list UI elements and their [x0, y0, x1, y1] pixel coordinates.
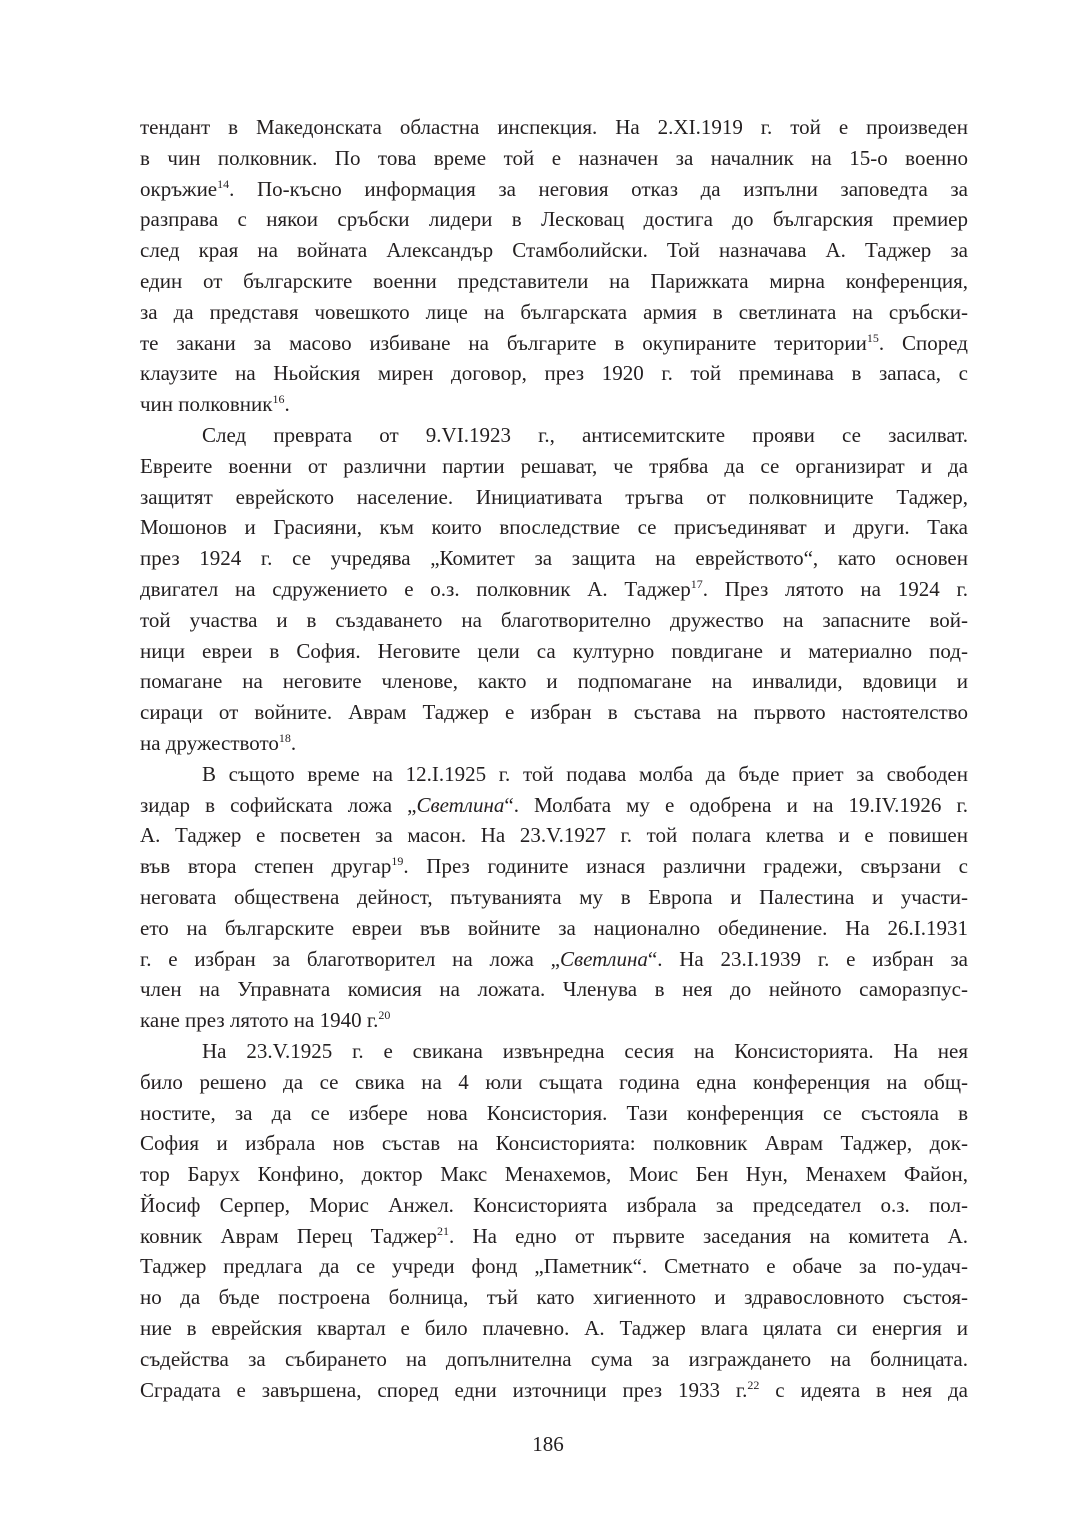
text-segment: било решено да се свика на 4 юли същата година една конференция на общ- [140, 1069, 968, 1094]
text-line [140, 204, 968, 235]
footnote-reference: 15 [866, 330, 879, 345]
text-segment: . На едно от първите заседания на комитета А. [449, 1223, 968, 1248]
text-segment: Йосиф Серпер, Морис Анжел. Консисторията избрала за председател о.з. пол- [140, 1192, 968, 1217]
text-line [140, 636, 968, 667]
text-segment: неговата обществена дейност, пътуванията му в Европа и Палестина и участи- [140, 884, 968, 909]
text-line [140, 1005, 968, 1036]
text-segment: А. Таджер е посветен за масон. На 23.V.1927 г. той полага клетва и е повишен [140, 823, 968, 848]
paragraph [140, 112, 968, 420]
footnote-reference: 20 [378, 1008, 391, 1023]
text-segment: съдейства за събирането на допълнителна сума за изграждането на болницата. [140, 1346, 968, 1371]
text-line [140, 759, 968, 790]
text-line [140, 1221, 968, 1252]
text-line [140, 451, 968, 482]
footnote-reference: 22 [747, 1377, 760, 1392]
text-segment: разправа с някои сръбски лидери в Лесковац достига до българския премиер [140, 207, 968, 232]
text-segment: . [290, 730, 297, 755]
text-line [140, 851, 968, 882]
text-line [140, 174, 968, 205]
text-segment: ние в еврейския квартал е било плачевно. А. Таджер влага цялата си енергия и [140, 1316, 968, 1341]
text-line [140, 112, 968, 143]
text-segment: защитят еврейското население. Инициативата тръгва от полковниците Таджер, [140, 484, 968, 509]
text-line [140, 358, 968, 389]
text-segment: г. е избран за благотворител на ложа „ [140, 946, 560, 971]
body-text [140, 112, 968, 1405]
text-line [140, 790, 968, 821]
text-segment: с идеята в нея да [759, 1377, 968, 1402]
text-segment: София и избрала нов състав на Консисторията: полковник Аврам Таджер, док- [140, 1131, 968, 1156]
text-line [140, 1036, 968, 1067]
text-line [140, 1190, 968, 1221]
page-number: 186 [532, 1432, 564, 1456]
text-segment: помагане на неговите членове, както и подпомагане на инвалиди, вдовици и [140, 669, 968, 694]
text-line [140, 143, 968, 174]
text-segment: “. На 23.I.1939 г. е избран за [647, 946, 968, 971]
text-segment: След превратa от 9.VI.1923 г., антисемитските прояви се засилват. [202, 422, 968, 447]
text-line [140, 728, 968, 759]
text-line [140, 974, 968, 1005]
text-line [140, 235, 968, 266]
text-segment: тор Барух Конфино, доктор Макс Менахемов, Моис Бен Нун, Менахем Файон, [140, 1162, 968, 1187]
text-line [140, 666, 968, 697]
text-line [140, 266, 968, 297]
text-segment: двигател на сдружението е о.з. полковник А. Таджер [140, 576, 691, 601]
text-segment: Сградата е завършена, според едни източници през 1933 г. [140, 1377, 748, 1402]
text-segment: На 23.V.1925 г. е свикана извънредна сесия на Консисторията. На нея [202, 1038, 968, 1063]
text-line [140, 389, 968, 420]
text-segment: след края на войната Александър Стамболийски. Той назначава А. Таджер за [140, 238, 968, 263]
text-line [140, 482, 968, 513]
text-segment: . По-късно информация за неговия отказ да изпълни заповедта за [229, 176, 968, 201]
text-segment: той участва и в създаването на благотворително дружество на запасните вой- [140, 607, 968, 632]
text-line [140, 1375, 968, 1406]
text-segment: ностите, за да се избере нова Консистория. Тази конференция се състояла в [140, 1100, 968, 1125]
footnote-reference: 18 [278, 730, 291, 745]
text-segment: кане през лятото на 1940 г. [140, 1008, 379, 1033]
text-line [140, 605, 968, 636]
text-segment: окръжие [140, 176, 218, 201]
text-segment: Таджер предлага да се учреди фонд „Паметник“. Сметнато е обаче за по-удач- [140, 1254, 968, 1279]
text-segment: . Според [878, 330, 968, 355]
text-segment: ето на българските евреи във войните за национално обединение. На 26.I.1931 [140, 915, 968, 940]
text-segment: в чин полковник. По това време той е назначен за началник на 15-о военно [140, 145, 968, 170]
text-segment: през 1924 г. се учредява „Комитет за защита на еврейството“, като основен [140, 546, 968, 571]
text-line [140, 1282, 968, 1313]
text-line [140, 1159, 968, 1190]
footnote-reference: 19 [391, 854, 404, 869]
text-segment: за да представя човешкото лице на българската армия в светлината на сръбски- [140, 299, 968, 324]
text-line [140, 820, 968, 851]
text-line [140, 574, 968, 605]
text-line [140, 913, 968, 944]
text-segment: . През лятото на 1924 г. [702, 576, 968, 601]
paragraph [140, 1036, 968, 1406]
text-segment: . [284, 392, 290, 417]
text-segment: на дружеството [140, 730, 279, 755]
text-segment: сираци от войните. Аврам Таджер е избран в състава на първото настоятелство [140, 700, 968, 725]
text-segment: ковник Аврам Перец Таджер [140, 1223, 437, 1248]
text-line [140, 1313, 968, 1344]
text-line [140, 697, 968, 728]
text-segment: . През годините изнася различни градежи, свързани с [403, 854, 968, 879]
text-segment: те закани за масово избиване на българите в окупираните територии [140, 330, 867, 355]
text-segment: зидар в софийската ложа „ [140, 792, 417, 817]
text-line [140, 1251, 968, 1282]
italic-text: Светлина [559, 946, 648, 971]
italic-text: Светлина [416, 792, 505, 817]
text-line [140, 882, 968, 913]
footnote-reference: 14 [217, 176, 230, 191]
text-segment: Мошонов и Грасияни, към които впоследствие се присъединяват и други. Така [140, 515, 968, 540]
text-segment: клаузите на Ньойския мирен договор, през 1920 г. той преминава в запаса, с [140, 361, 968, 386]
text-line [140, 328, 968, 359]
text-segment: чин полковник [140, 392, 273, 417]
text-line [140, 512, 968, 543]
text-segment: Евреите военни от различни партии решават, че трябва да се организират и да [140, 453, 968, 478]
text-segment: във втора степен другар [140, 854, 392, 879]
text-segment: но да бъде построена болница, тъй като хигиенното и здравословното състоя- [140, 1285, 968, 1310]
footnote-reference: 16 [272, 392, 285, 407]
text-line [140, 1067, 968, 1098]
text-line [140, 1344, 968, 1375]
text-line [140, 297, 968, 328]
text-segment: В същото време на 12.I.1925 г. той подава молба да бъде приет за свободен [202, 761, 968, 786]
footnote-reference: 21 [437, 1223, 449, 1238]
footnote-reference: 17 [690, 576, 703, 591]
paragraph [140, 759, 968, 1036]
text-segment: член на Управната комисия на ложата. Членува в нея до нейното саморазпус- [140, 977, 968, 1002]
text-segment: ници евреи в София. Неговите цели са културно повдигане и материално под- [140, 638, 968, 663]
text-line [140, 420, 968, 451]
text-segment: тендант в Македонската областна инспекция. На 2.XI.1919 г. той е произведен [140, 115, 968, 139]
text-segment: един от българските военни представители на Парижката мирна конференция, [140, 268, 968, 293]
text-line [140, 1128, 968, 1159]
text-segment: “. Молбата му е одобрена и на 19.IV.1926 г. [504, 792, 968, 817]
text-line [140, 543, 968, 574]
paragraph [140, 420, 968, 759]
text-line [140, 1098, 968, 1129]
text-line [140, 944, 968, 975]
